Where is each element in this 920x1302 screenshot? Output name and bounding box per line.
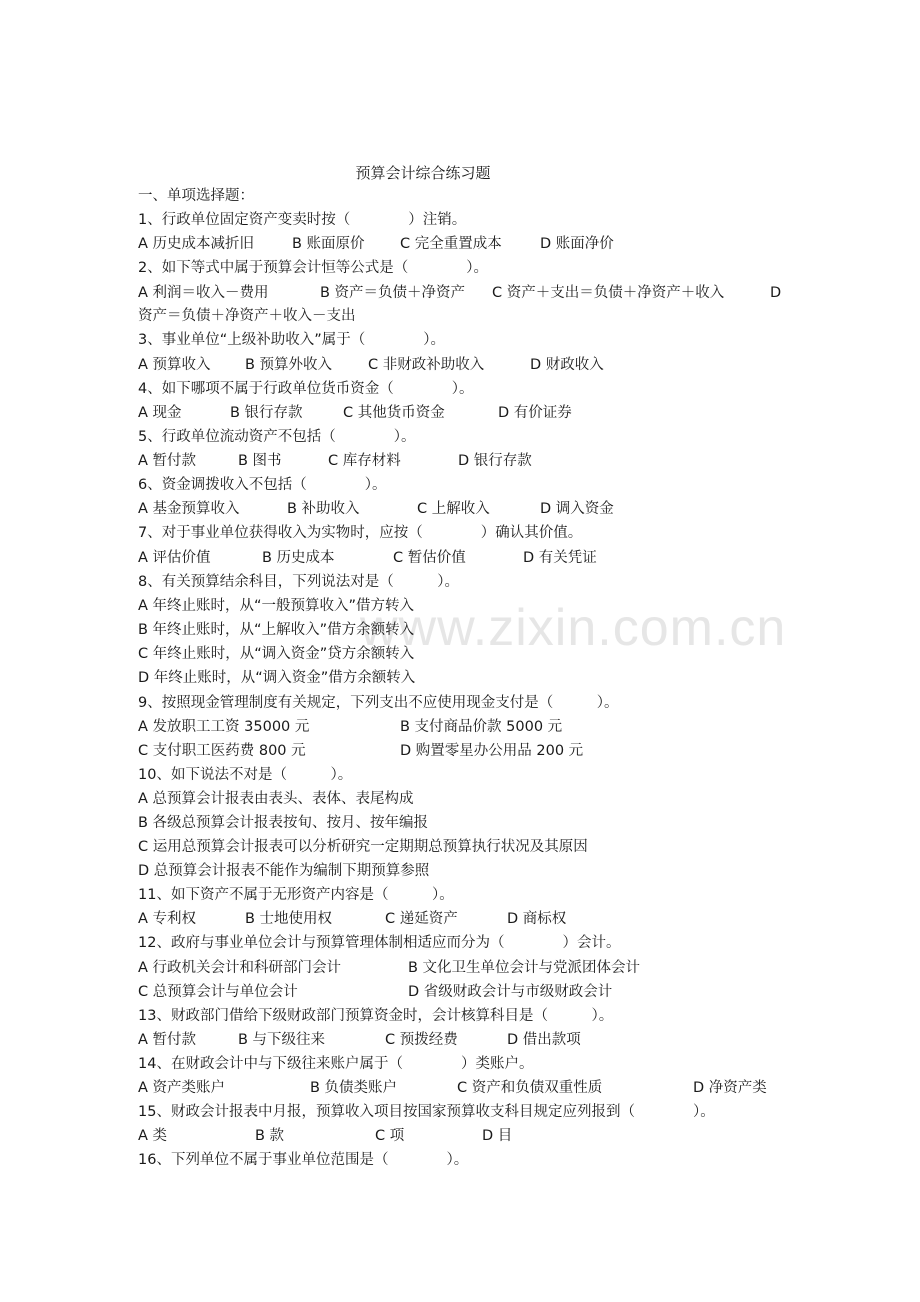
- option-3a: A 预算收入: [138, 357, 211, 373]
- option-1c: C 完全重置成本: [400, 236, 502, 252]
- question-12: 12、政府与事业单位会计与预算管理体制相适应而分为（ ）会计。: [138, 935, 621, 951]
- option-13b: B 与下级往来: [238, 1032, 326, 1048]
- option-5b: B 图书: [238, 453, 282, 469]
- option-10c: C 运用总预算会计报表可以分析研究一定期期总预算执行状况及其原因: [138, 839, 588, 855]
- option-8a: A 年终止账时，从“一般预算收入”借方转入: [138, 598, 415, 614]
- option-13d: D 借出款项: [507, 1032, 581, 1048]
- watermark: www.zixin.com.cn: [360, 599, 787, 657]
- option-15a: A 类: [138, 1128, 168, 1144]
- option-2d-text: 资产＝负债＋净资产＋收入－支出: [138, 308, 356, 324]
- page-title: 预算会计综合练习题: [355, 164, 491, 182]
- option-1d: D 账面净价: [540, 236, 614, 252]
- option-2b: B 资产＝负债＋净资产: [320, 285, 466, 301]
- option-4d: D 有价证券: [498, 405, 572, 421]
- option-8b: B 年终止账时，从“上解收入”借方余额转入: [138, 622, 415, 638]
- option-11a: A 专利权: [138, 911, 197, 927]
- option-4c: C 其他货币资金: [343, 405, 445, 421]
- option-2c: C 资产＋支出＝负债＋净资产＋收入: [492, 285, 725, 301]
- option-12b: B 文化卫生单位会计与党派团体会计: [408, 960, 641, 976]
- question-6: 6、资金调拨收入不包括（ ）。: [138, 477, 387, 493]
- option-12c: C 总预算会计与单位会计: [138, 984, 298, 1000]
- question-16: 16、下列单位不属于事业单位范围是（ ）。: [138, 1152, 469, 1168]
- option-12a: A 行政机关会计和科研部门会计: [138, 960, 342, 976]
- question-13: 13、财政部门借给下级财政部门预算资金时，会计核算科目是（ ）。: [138, 1008, 614, 1024]
- question-7: 7、对于事业单位获得收入为实物时，应按（ ）确认其价值。: [138, 525, 583, 541]
- option-4b: B 银行存款: [230, 405, 303, 421]
- option-6a: A 基金预算收入: [138, 501, 240, 517]
- option-9b: B 支付商品价款 5000 元: [400, 719, 563, 735]
- option-11c: C 递延资产: [385, 911, 458, 927]
- question-8: 8、有关预算结余科目，下列说法对是（ ）。: [138, 574, 459, 590]
- question-5: 5、行政单位流动资产不包括（ ）。: [138, 429, 416, 445]
- option-2a: A 利润＝收入－费用: [138, 285, 269, 301]
- option-14c: C 资产和负债双重性质: [457, 1080, 603, 1096]
- option-11b: B 士地使用权: [245, 911, 333, 927]
- option-7b: B 历史成本: [262, 550, 335, 566]
- option-7d: D 有关凭证: [523, 550, 597, 566]
- option-13c: C 预拨经费: [385, 1032, 458, 1048]
- option-1a: A 历史成本减折旧: [138, 236, 255, 252]
- option-1b: B 账面原价: [292, 236, 365, 252]
- option-14b: B 负债类账户: [310, 1080, 398, 1096]
- option-11d: D 商标权: [507, 911, 567, 927]
- option-3d: D 财政收入: [530, 357, 604, 373]
- option-9d: D 购置零星办公用品 200 元: [400, 743, 584, 759]
- section-heading: 一、单项选择题：: [138, 188, 254, 204]
- option-5d: D 银行存款: [458, 453, 532, 469]
- option-6d: D 调入资金: [540, 501, 614, 517]
- option-10d: D 总预算会计报表不能作为编制下期预算参照: [138, 863, 430, 879]
- option-6c: C 上解收入: [417, 501, 490, 517]
- option-10b: B 各级总预算会计报表按旬、按月、按年编报: [138, 815, 429, 831]
- option-8c: C 年终止账时，从“调入资金”贷方余额转入: [138, 646, 415, 662]
- option-12d: D 省级财政会计与市级财政会计: [408, 984, 613, 1000]
- option-2d: D: [770, 285, 782, 301]
- option-10a: A 总预算会计报表由表头、表体、表尾构成: [138, 791, 414, 807]
- option-15b: B 款: [255, 1128, 285, 1144]
- option-3c: C 非财政补助收入: [368, 357, 485, 373]
- option-9a: A 发放职工工资 35000 元: [138, 719, 310, 735]
- option-7a: A 评估价值: [138, 550, 211, 566]
- question-3: 3、事业单位“上级补助收入”属于（ ）。: [138, 332, 445, 348]
- option-7c: C 暂估价值: [393, 550, 466, 566]
- question-4: 4、如下哪项不属于行政单位货币资金（ ）。: [138, 381, 474, 397]
- option-8d: D 年终止账时，从“调入资金”借方余额转入: [138, 670, 416, 686]
- option-15d: D 目: [482, 1128, 513, 1144]
- question-10: 10、如下说法不对是（ ）。: [138, 767, 353, 783]
- question-11: 11、如下资产不属于无形资产内容是（ ）。: [138, 887, 454, 903]
- option-5a: A 暂付款: [138, 453, 197, 469]
- question-15: 15、财政会计报表中月报，预算收入项目按国家预算收支科目规定应列报到（ ）。: [138, 1104, 715, 1120]
- option-9c: C 支付职工医药费 800 元: [138, 743, 306, 759]
- question-9: 9、按照现金管理制度有关规定，下列支出不应使用现金支付是（ ）。: [138, 695, 619, 711]
- option-3b: B 预算外收入: [245, 357, 333, 373]
- option-14d: D 净资产类: [693, 1080, 767, 1096]
- option-13a: A 暂付款: [138, 1032, 197, 1048]
- option-6b: B 补助收入: [287, 501, 360, 517]
- option-5c: C 库存材料: [328, 453, 401, 469]
- question-14: 14、在财政会计中与下级往来账户属于（ ）类账户。: [138, 1056, 534, 1072]
- question-1: 1、行政单位固定资产变卖时按（ ）注销。: [138, 212, 467, 228]
- question-2: 2、如下等式中属于预算会计恒等公式是（ ）。: [138, 260, 488, 276]
- option-4a: A 现金: [138, 405, 182, 421]
- option-14a: A 资产类账户: [138, 1080, 226, 1096]
- option-15c: C 项: [375, 1128, 405, 1144]
